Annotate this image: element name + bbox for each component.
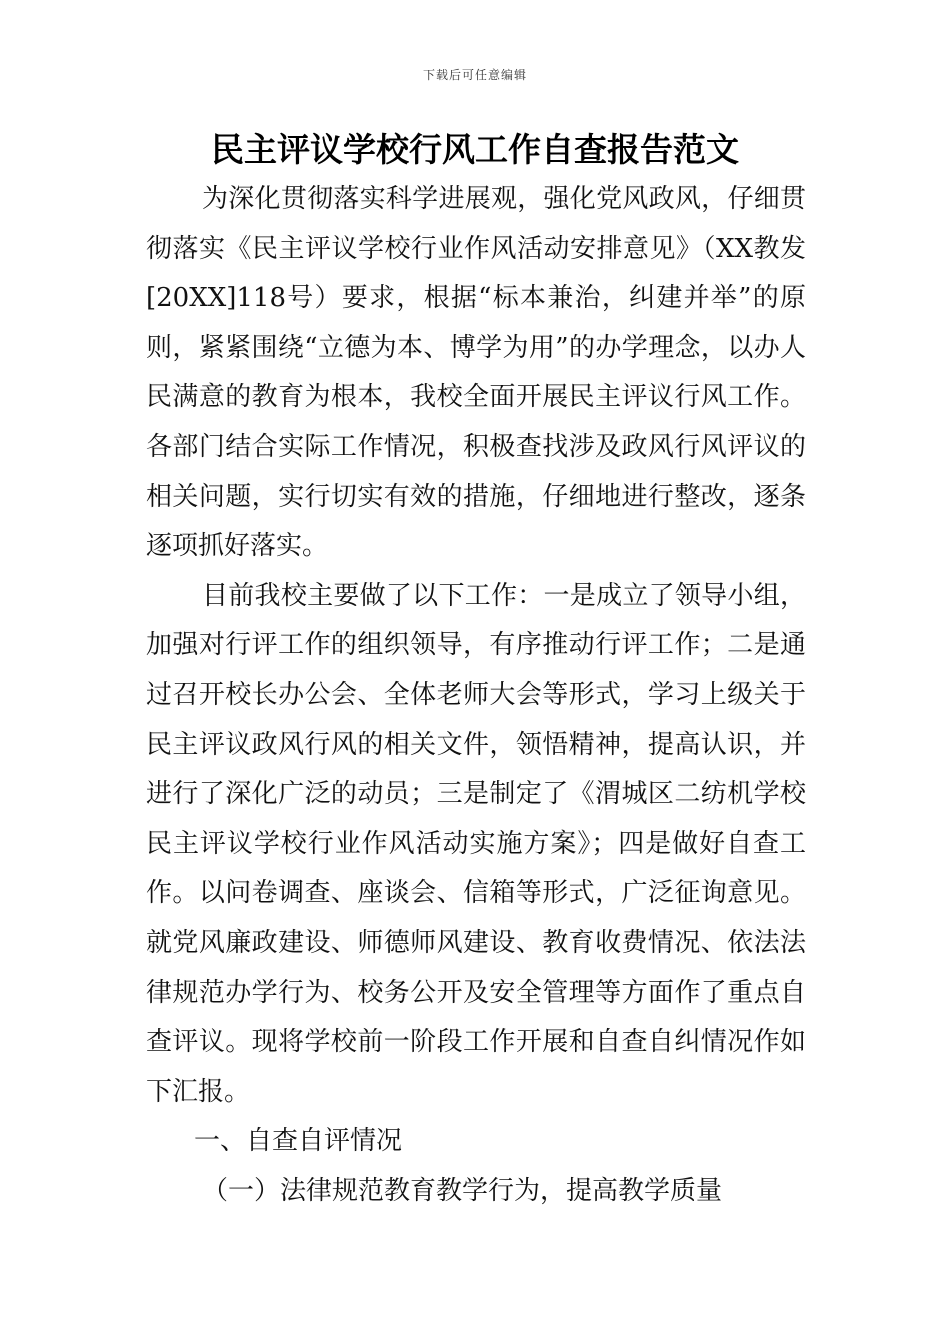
document-body	[146, 175, 806, 1216]
section-heading: 一、自查自评情况	[194, 1126, 403, 1157]
paragraph-intro: 为深化贯彻落实科学进展观，强化党风政风，仔细贯彻落实《民主评议学校行业作风活动安排意见》（XX教发[20XX]118号）要求，根据“标本兼治，纠建并举”的原则，紧紧围绕“立德为本、博学为用”的办学理念，以办人民满意的教育为根本，我校全面开展民主评议行风工作。各部门结合实际工作情况，积极查找涉及政风行风评议的相关问题，实行切实有效的措施，仔细地进行整改，逐条逐项抓好落实。	[146, 184, 806, 562]
paragraph-work-summary: 目前我校主要做了以下工作：一是成立了领导小组，加强对行评工作的组织领导，有序推动行评工作；二是通过召开校长办公会、全体老师大会等形式，学习上级关于民主评议政风行风的相关文件，领悟精神，提高认识，并进行了深化广泛的动员；三是制定了《渭城区二纺机学校民主评议学校行业作风活动实施方案》；四是做好自查工作。以问卷调查、座谈会、信箱等形式，广泛征询意见。就党风廉政建设、师德师风建设、教育收费情况、依法法律规范办学行为、校务公开及安全管理等方面作了重点自查评议。现将学校前一阶段工作开展和自查自纠情况作如下汇报。	[146, 580, 806, 1107]
header-note: 下载后可任意编辑	[422, 68, 527, 82]
document-title: 民主评议学校行风工作自查报告范文	[211, 130, 739, 169]
subsection-heading: （一）法律规范教育教学行为，提高教学质量	[202, 1175, 723, 1206]
